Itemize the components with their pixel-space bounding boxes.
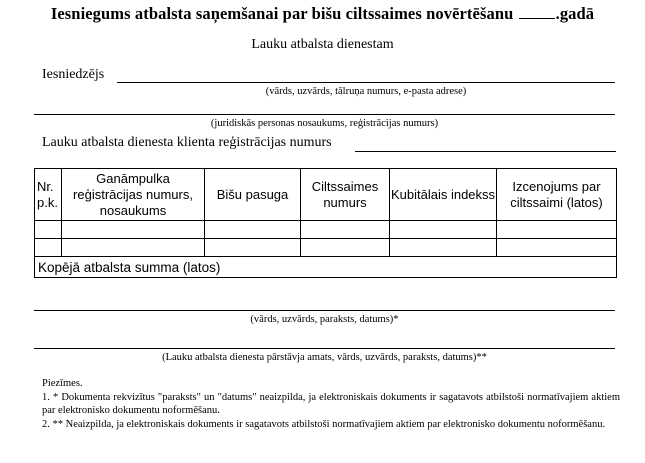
table-cell[interactable]	[62, 239, 205, 257]
header-colony-number: Ciltssaimes numurs	[301, 169, 390, 221]
table-cell[interactable]	[205, 239, 301, 257]
addressee: Lauku atbalsta dienestam	[251, 37, 394, 52]
client-number-label: Lauku atbalsta dienesta klienta reģistrācijas numurs	[42, 135, 332, 150]
applicant-signature-line[interactable]	[34, 310, 615, 311]
note-item: 2. ** Neaizpilda, ja elektroniskais dokuments ir sagatavots atbilstoši normatīvajiem aktiem par elektronisko dokumentu noformēšanu.	[42, 418, 606, 430]
header-bee-subspecies: Bišu pasuga	[205, 169, 301, 221]
applicant-person-caption: (vārds, uzvārds, tālruņa numurs, e-pasta adrese)	[265, 86, 467, 97]
table-row	[35, 221, 617, 239]
note-item: 1. * Dokumenta rekvizītus "paraksts" un "datums" neaizpilda, ja elektroniskais dokuments ir sagatavots atbilstoši normatīvajiem aktiem par elektronisko dokumentu noformēšanu.	[42, 391, 620, 416]
table-cell[interactable]	[390, 221, 497, 239]
applicant-legal-line[interactable]	[34, 114, 615, 115]
document-title	[0, 4, 645, 24]
table-cell[interactable]	[497, 221, 617, 239]
beekeeping-table	[34, 168, 617, 278]
header-price: Izcenojums par ciltssaimi (latos)	[497, 169, 617, 221]
table-cell[interactable]	[62, 221, 205, 239]
notes-heading: Piezīmes.	[42, 378, 83, 389]
officer-signature-line[interactable]	[34, 348, 615, 349]
total-support-sum[interactable]: Kopējā atbalsta summa (latos)	[35, 257, 617, 278]
table-cell[interactable]	[205, 221, 301, 239]
applicant-person-line[interactable]	[117, 82, 615, 83]
header-herd: Ganāmpulka reģistrācijas numurs, nosaukums	[62, 169, 205, 221]
title-text: Iesniegums atbalsta saņemšanai par bišu ciltssaimes novērtēšanu	[50, 4, 514, 23]
table-header-row	[35, 169, 617, 221]
year-blank-field[interactable]	[519, 6, 555, 19]
header-cubital-index: Kubitālais indekss	[390, 169, 497, 221]
title-suffix: .gadā	[555, 4, 595, 23]
table-cell[interactable]	[301, 239, 390, 257]
table-cell[interactable]	[35, 239, 62, 257]
table-row	[35, 239, 617, 257]
applicant-legal-caption: (juridiskās personas nosaukums, reģistrācijas numurs)	[210, 118, 439, 129]
table-cell[interactable]	[390, 239, 497, 257]
applicant-label: Iesniedzējs	[42, 67, 105, 82]
table-cell[interactable]	[301, 221, 390, 239]
table-cell[interactable]	[497, 239, 617, 257]
applicant-signature-caption: (vārds, uzvārds, paraksts, datums)*	[250, 314, 399, 325]
client-number-line[interactable]	[355, 151, 616, 152]
header-nr: Nr. p.k.	[35, 169, 62, 221]
table-total-row	[35, 257, 617, 278]
table-cell[interactable]	[35, 221, 62, 239]
officer-signature-caption: (Lauku atbalsta dienesta pārstāvja amats, vārds, uzvārds, paraksts, datums)**	[162, 352, 487, 363]
notes-section	[42, 377, 620, 431]
